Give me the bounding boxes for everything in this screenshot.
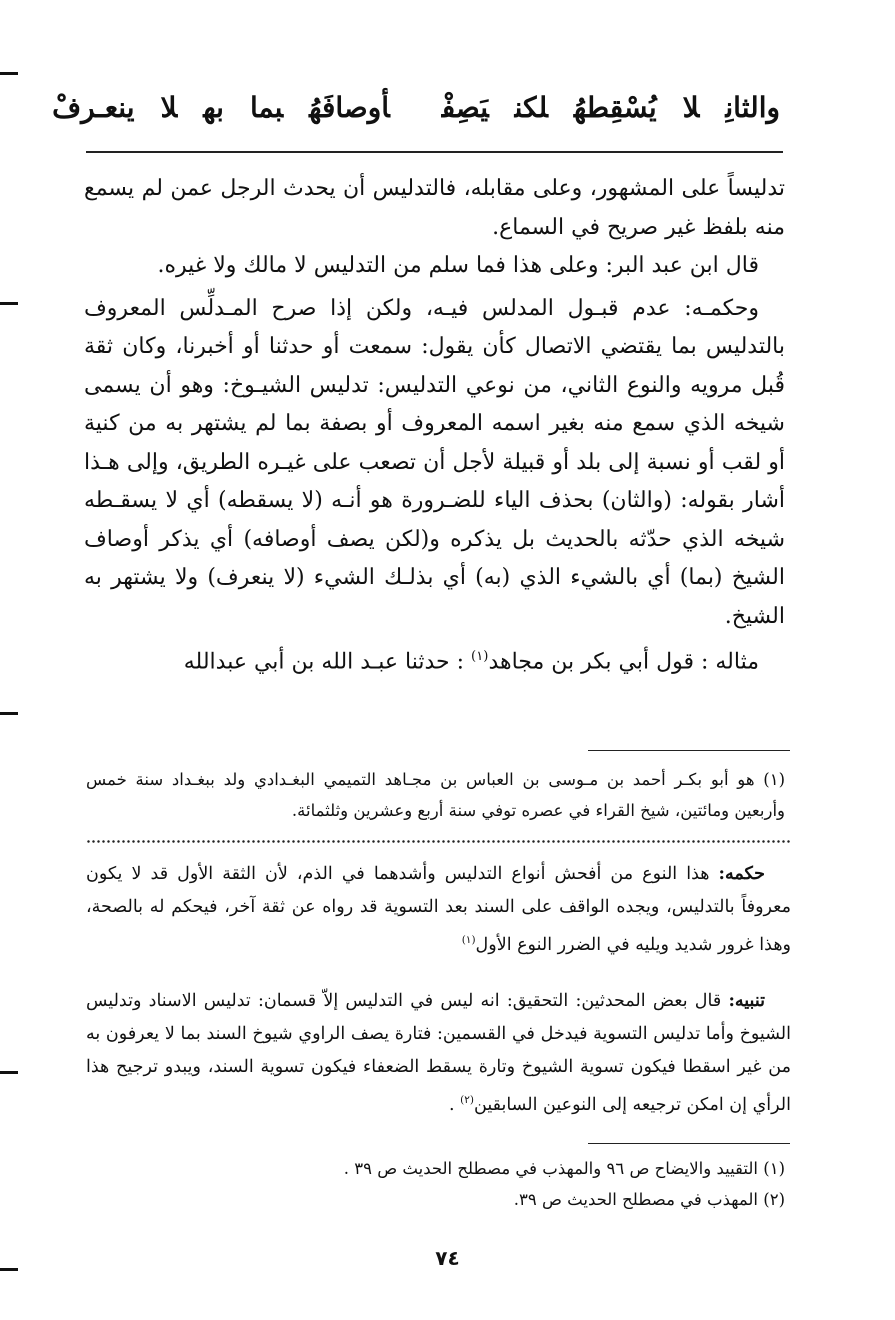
paragraph-text: : حدثنا عبـد الله بن أبي عبدالله <box>183 649 472 675</box>
footnote-ref: (٢) <box>460 1094 475 1106</box>
scan-margin-mark <box>0 712 18 715</box>
header-word: لكن <box>514 91 548 124</box>
scan-margin-mark <box>0 1071 18 1074</box>
footnote: (١) التقييد والايضاح ص ٩٦ والمهذب في مصطلح الحديث ص ٣٩ . <box>343 1159 785 1178</box>
note-text: قال بعض المحدثين: التحقيق: انه ليس في التدليس إلاّ قسمان: تدليس الاسناد وتدليس الشيوخ وأما تدليس التسوية فيدخل في القسمين: فتارة يصف الراوي شيوخ السند بما لا يعرفون به من غير اسقطا فيكون تسوية الشيوخ وتارة يسقط الضعفاء فيكون تسوية السند، ويبدو ترجيح هذا الرأي إن امكن ترجيعه إلى النوعين السابقين <box>86 991 791 1115</box>
footnote: (٢) المهذب في مصطلح الحديث ص ٣٩. <box>513 1190 785 1209</box>
scan-margin-mark <box>0 302 18 305</box>
header-word: بما <box>249 91 284 124</box>
paragraph <box>84 638 785 682</box>
header-word: لا <box>682 91 700 124</box>
header-word: يَصِفْ <box>441 91 489 124</box>
page-number: ٧٤ <box>435 1246 460 1270</box>
note-label: تنبيه: <box>728 991 765 1011</box>
note-text: هذا النوع من أفحش أنواع التدليس وأشدهما في الذم، لأن الثقة الأول قد لا يكون معروفاً بالتدليس، ويجده الواقف على السند بعد التسوية قد رواه عن ثقة آخر، فيحكم له بالصحة، وهذا غرور شديد ويليه في الضرر النوع الأول <box>86 864 791 955</box>
paragraph: قال ابن عبد البر: وعلى هذا فما سلم من التدليس لا مالك ولا غيره. <box>157 253 759 278</box>
note-paragraph <box>86 858 791 962</box>
note-label: حكمه: <box>718 864 765 884</box>
footnotes <box>86 764 785 826</box>
footnote-divider <box>588 750 790 751</box>
commentary-note <box>86 985 791 1122</box>
header-word: والثانِ <box>725 91 780 124</box>
footnote: (١) هو أبو بكـر أحمد بن مـوسى بن العباس بن مجـاهد التميمي البغـدادي ولد ببغـداد سنة خمس وأربعين ومائتين، شيخ القراء في عصره توفي سنة أربع وعشرين وثلثمائة. <box>86 770 785 820</box>
paragraph: تدليساً على المشهور، وعلى مقابله، فالتدليس أن يحدث الرجل عمن لم يسمع منه بلفظ غير صريح في السماع. <box>84 176 785 240</box>
note-text: . <box>449 1094 461 1115</box>
footnote-ref: (١) <box>471 649 489 664</box>
paragraph-text: مثاله : قول أبي بكر بن مجاهد <box>488 649 759 675</box>
header-word: ينعـرفْ <box>52 91 135 124</box>
header-word: لا <box>160 91 178 124</box>
footnote-ref: (١) <box>461 934 476 946</box>
footnotes <box>86 1153 785 1215</box>
header-divider <box>86 151 783 153</box>
footnote-divider <box>588 1143 790 1144</box>
paragraph: وحكمـه: عدم قبـول المدلس فيـه، ولكن إذا صرح المـدلِّس المعروف بالتدليس بما يقتضي الاتصال كأن يقول: سمعت أو حدثنا أو أخبرنا، وكان ثقة قُبل مرويه والنوع الثاني، من نوعي التدليس: تدليس الشيـوخ: وهو أن يسمى شيخه الذي سمع منه بغير اسمه المعروف أو بصفة بما لم يشتهر به من كنية أو لقب أو نسبة إلى بلد أو قبيلة لأجل أن تصعب على غيـره الطريق، وإلى هـذا أشار بقوله: (والثان) بحذف الياء للضـرورة هو أنـه (لا يسقطه) أي لا يسقـطه شيخه الذي حدّثه بالحديث بل يذكره و(لكن يصف أوصافه) أي يذكر أوصاف الشيخ (بما) أي بالشيء الذي (به) أي بذلـك الشيء (لا ينعرف) ولا يشتهر به الشيخ. <box>84 295 785 629</box>
dotted-separator <box>86 840 791 843</box>
note-paragraph <box>86 985 791 1122</box>
verse-header <box>52 88 780 128</box>
commentary-note <box>86 858 791 962</box>
header-word: به <box>203 91 224 124</box>
header-word: أوصافَهُ <box>309 91 390 124</box>
main-text <box>84 170 785 682</box>
header-word: يُسْقِطهُ <box>573 91 657 124</box>
scan-margin-mark <box>0 72 18 75</box>
